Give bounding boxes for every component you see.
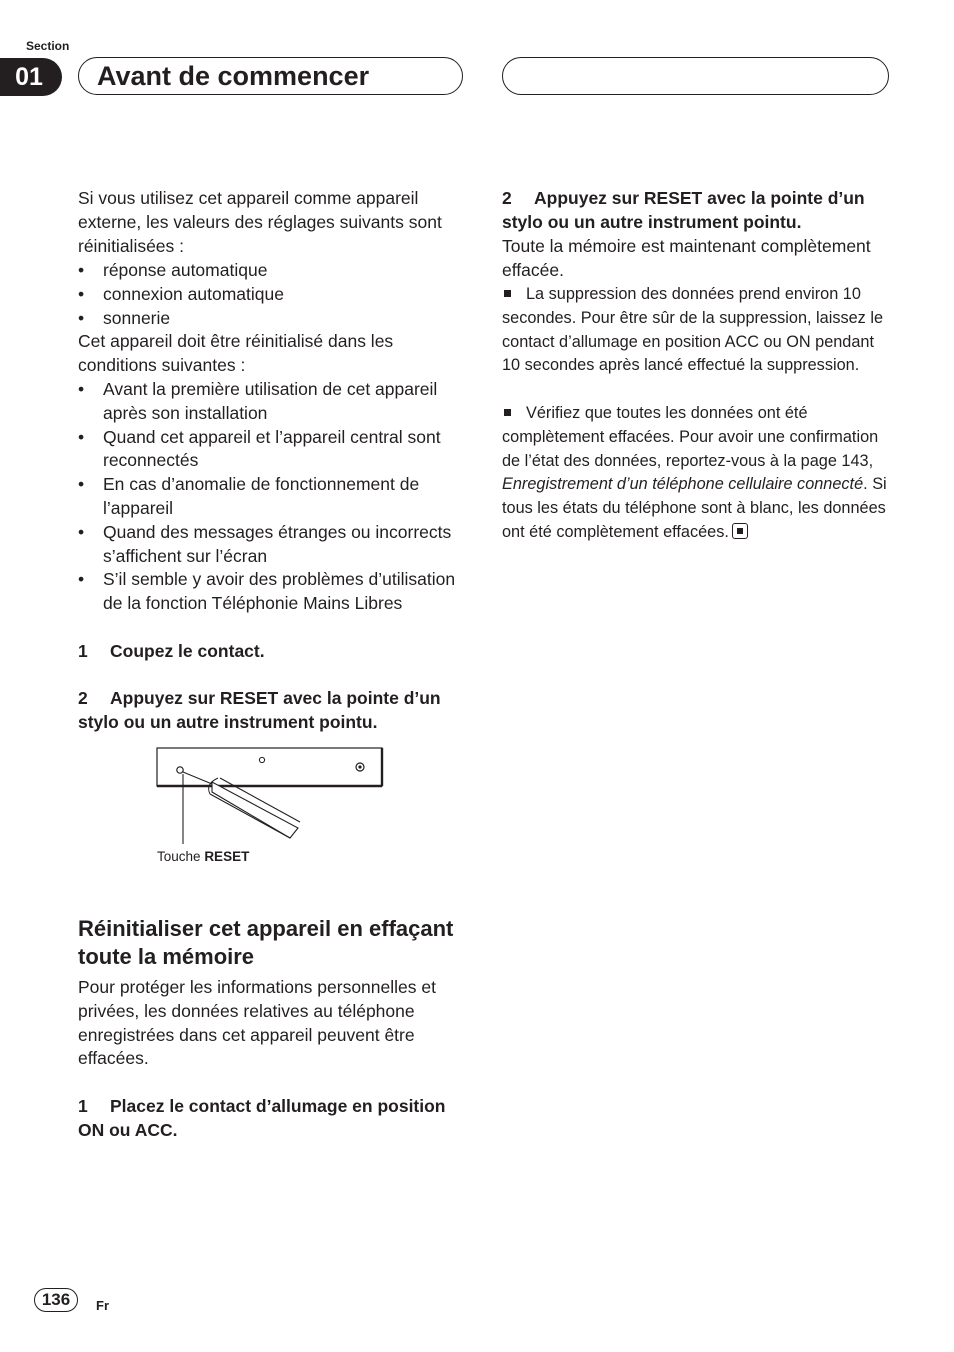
list-item: • S’il semble y avoir des problèmes d’utilisation de la fonction Téléphonie Mains Libres — [78, 568, 468, 616]
note-verification — [502, 402, 890, 545]
list-item: • Avant la première utilisation de cet appareil après son installation — [78, 378, 468, 426]
list-item: • Quand cet appareil et l’appareil central sont reconnectés — [78, 426, 468, 474]
note-suppression — [502, 283, 890, 378]
header-empty-frame — [502, 57, 889, 95]
reset-button-illustration — [150, 742, 390, 852]
section-heading: Réinitialiser cet appareil en effaçant toute la mémoire — [78, 916, 454, 969]
section-label: Section — [26, 39, 70, 53]
caption-prefix: Touche — [157, 849, 201, 864]
step-number: 1 — [78, 1096, 88, 1116]
step-number: 2 — [502, 188, 512, 208]
note-square-icon — [504, 290, 511, 297]
page-title: Avant de commencer — [97, 61, 370, 91]
step-body: Toute la mémoire est maintenant complètement effacée. — [502, 236, 871, 280]
list-item: • En cas d’anomalie de fonctionnement de l’appareil — [78, 473, 468, 521]
step-text: Appuyez sur RESET avec la pointe d’un stylo ou un autre instrument pointu. — [78, 688, 441, 732]
reset-items-list — [78, 259, 468, 330]
note-text: La suppression des données prend environ 10 secondes. Pour être sûr de la suppression, laissez le contact d’allumage en position ACC ou ON pendant 10 secondes après lancé effectué la suppression. — [502, 285, 884, 375]
page-number: 136 — [34, 1288, 78, 1312]
end-mark-icon — [732, 523, 748, 539]
step-appuyez-reset-right — [502, 187, 887, 235]
note-square-icon — [504, 409, 511, 416]
step-text: Coupez le contact. — [110, 641, 265, 661]
step-appuyez-reset — [78, 687, 468, 735]
step-text: Placez le contact d’allumage en position ON ou ACC. — [78, 1096, 446, 1140]
list-item: • réponse automatique — [78, 259, 468, 283]
step-number: 2 — [78, 688, 88, 708]
conditions-list — [78, 378, 468, 616]
list-item: • Quand des messages étranges ou incorrects s’affichent sur l’écran — [78, 521, 468, 569]
section-body: Pour protéger les informations personnelles et privées, les données relatives au téléphone enregistrées dans cet appareil peuvent être effacées. — [78, 977, 436, 1069]
list-item: • connexion automatique — [78, 283, 468, 307]
conditions-intro: Cet appareil doit être réinitialisé dans les conditions suivantes : — [78, 331, 394, 375]
list-item: • sonnerie — [78, 307, 468, 331]
note-reference: Enregistrement d’un téléphone cellulaire connecté — [502, 475, 864, 494]
step-coupez — [78, 640, 468, 664]
illustration-caption — [157, 849, 249, 864]
step-number: 1 — [78, 641, 88, 661]
step-placez-contact — [78, 1095, 468, 1143]
intro-paragraph: Si vous utilisez cet appareil comme appareil externe, les valeurs des réglages suivants sont réinitialisées : — [78, 188, 442, 256]
section-number-badge: 01 — [0, 58, 62, 96]
note-text-a: Vérifiez que toutes les données ont été complètement effacées. Pour avoir une confirmation de l’état des données, reportez-vous à la page 143, — [502, 404, 879, 470]
caption-bold: RESET — [204, 849, 250, 864]
step-text: Appuyez sur RESET avec la pointe d’un stylo ou un autre instrument pointu. — [502, 188, 865, 232]
note-text-b: . Si tous les états du téléphone sont à blanc, les données ont été complètement effacées. — [502, 475, 887, 541]
language-code: Fr — [96, 1298, 109, 1313]
